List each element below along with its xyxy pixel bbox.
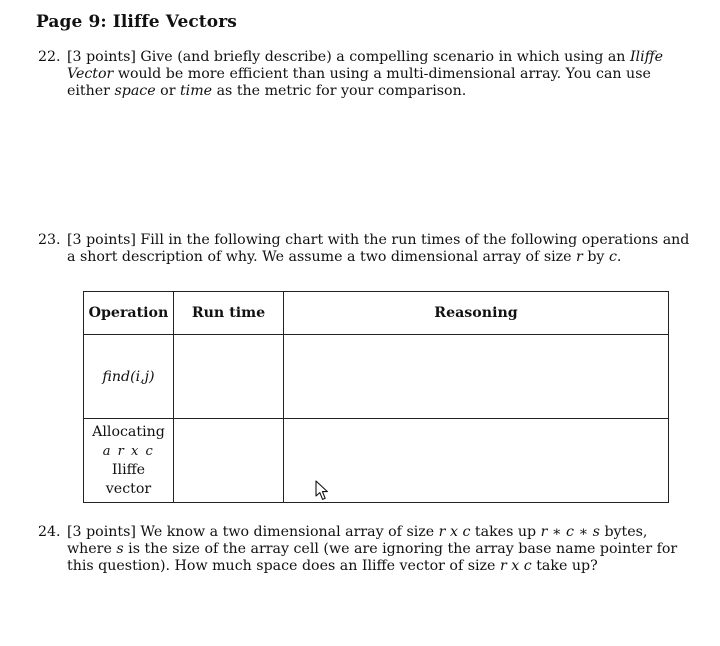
question-number: 23.: [38, 232, 61, 248]
metric-time: time: [179, 83, 213, 99]
operation-find-cell: find(i,j): [84, 335, 174, 419]
points-label: [3 points]: [67, 49, 136, 65]
text-segment: by: [582, 249, 609, 265]
question-text: [67, 232, 692, 266]
text-segment: Fill in the following chart with the run times of the following operations and a short description of why. We assume a two dimensional array of size: [67, 232, 690, 265]
question-number: 22.: [38, 49, 61, 65]
page-title: Page 9: Iliffe Vectors: [36, 12, 237, 32]
question-22: [38, 49, 692, 100]
table-row: [84, 419, 669, 503]
text-segment: We know a two dimensional array of size: [135, 524, 439, 540]
size-expression: r x c: [438, 524, 471, 540]
reasoning-answer-cell[interactable]: [284, 335, 669, 419]
question-24: [38, 524, 692, 575]
runtime-chart: [83, 291, 669, 503]
term-iliffe-vector: Iliffe Vector: [67, 49, 664, 82]
size-expression: r x c: [499, 558, 532, 574]
variable-c: c: [608, 249, 617, 265]
header-reasoning: Reasoning: [284, 292, 669, 335]
question-text: [67, 524, 692, 575]
text-segment: would be more efficient than using a multi-dimensional array. You can use either: [67, 66, 651, 99]
question-number: 24.: [38, 524, 61, 540]
text-segment: takes up: [470, 524, 541, 540]
points-label: [3 points]: [67, 232, 136, 248]
question-text: [67, 49, 692, 100]
variable-r: r: [576, 249, 583, 265]
variable-s: s: [116, 541, 124, 557]
header-operation: Operation: [84, 292, 174, 335]
operation-line: Allocating: [92, 423, 165, 440]
reasoning-answer-cell[interactable]: [284, 419, 669, 503]
question-23: [38, 232, 692, 266]
text-segment: .: [616, 249, 622, 265]
text-segment: bytes, where: [67, 524, 648, 557]
operation-line: a r x c: [102, 443, 155, 459]
chart-header-row: [84, 292, 669, 335]
header-runtime: Run time: [174, 292, 284, 335]
text-segment: Give (and briefly describe) a compelling scenario in which using an: [135, 49, 630, 65]
points-label: [3 points]: [67, 524, 136, 540]
bytes-expression: r ∗ c ∗ s: [540, 524, 600, 540]
metric-space: space: [114, 83, 156, 99]
operation-line: vector: [105, 480, 152, 497]
runtime-answer-cell[interactable]: [174, 419, 284, 503]
operation-line: Iliffe: [111, 461, 146, 478]
text-segment: as the metric for your comparison.: [212, 83, 467, 99]
table-row: [84, 335, 669, 419]
operation-allocating-cell: [84, 419, 174, 503]
text-segment: or: [155, 83, 180, 99]
runtime-answer-cell[interactable]: [174, 335, 284, 419]
text-segment: is the size of the array cell (we are ignoring the array base name pointer for this question). How much space does an Iliffe vector of size: [67, 541, 678, 574]
mouse-pointer-icon: [314, 480, 332, 502]
text-segment: take up?: [531, 558, 598, 574]
